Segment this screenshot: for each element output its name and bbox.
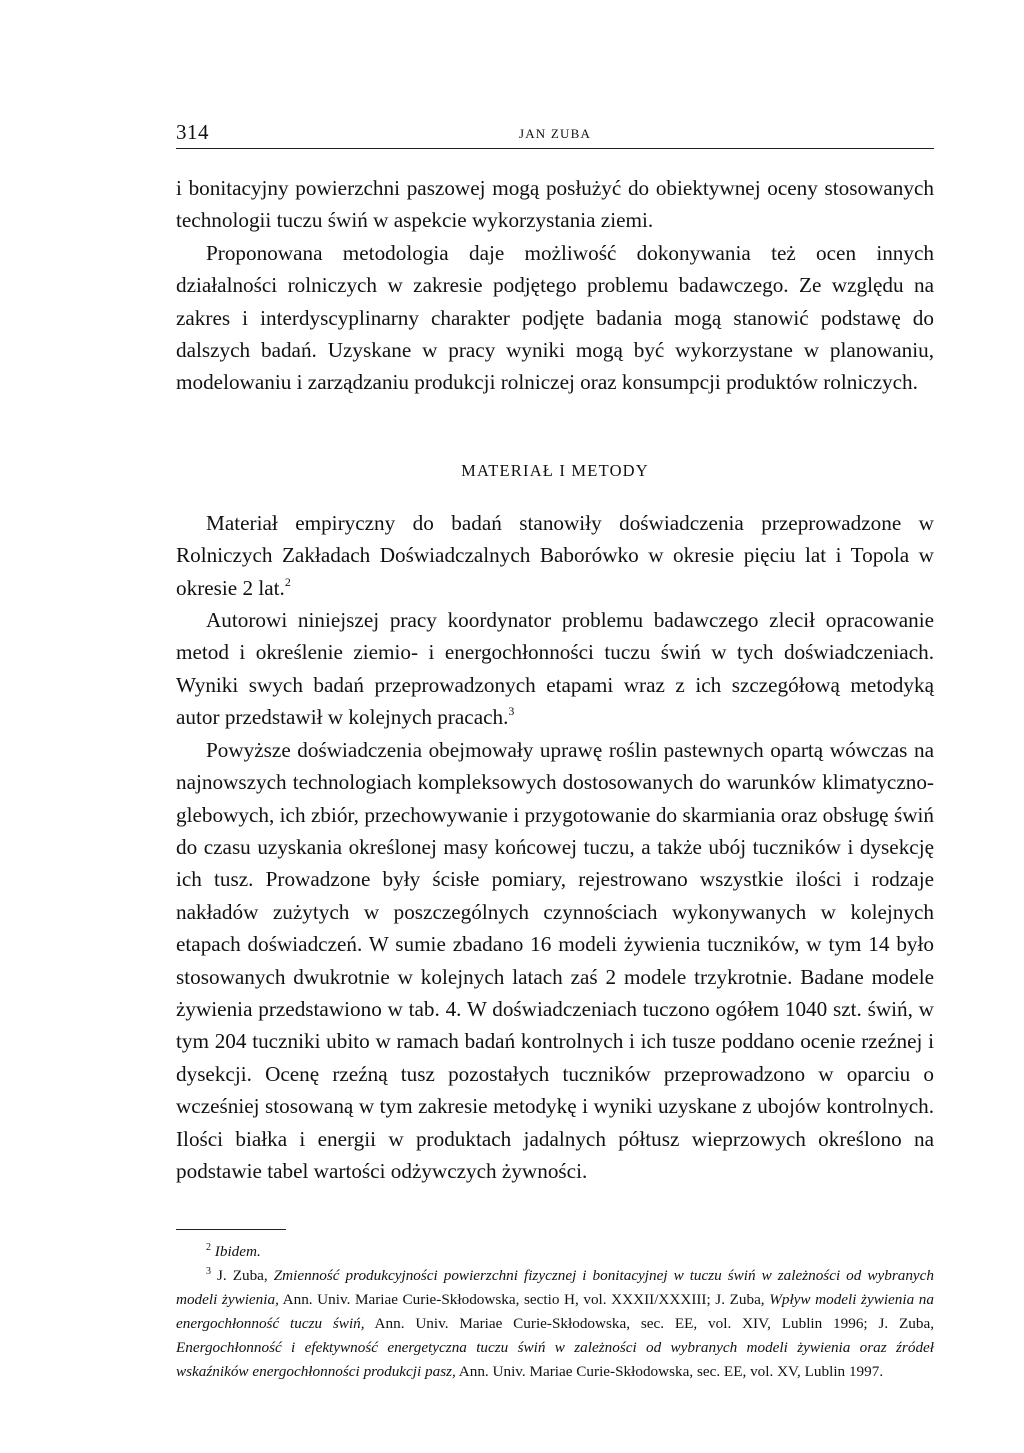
- section-text: [176, 507, 934, 1188]
- footnote-divider: [176, 1229, 286, 1230]
- footnotes: [176, 1240, 934, 1384]
- footnote-2: [176, 1240, 934, 1264]
- paragraph: Proponowana metodologia daje możliwość dokonywania też ocen innych działalności rolniczych w zakresie podjętego problemu badawczego. Ze względu na zakres i interdyscyplinarny charakter podjęte badania mogą stanowić podstawę do dalszych badań. Uzyskane w pracy wyniki mogą być wykorzystane w planowaniu, modelowaniu i zarządzaniu produkcji rolniczej oraz konsumpcji produktów rolniczych.: [176, 240, 934, 395]
- paragraph: [176, 507, 934, 604]
- paragraph-text: Materiał empiryczny do badań stanowiły doświadczenia przeprowadzone w Rolniczych Zakładach Doświadczalnych Baborówko w okresie pięciu lat i Topola w okresie 2 lat.: [176, 510, 934, 600]
- footnote-3: [176, 1264, 934, 1384]
- paragraph: i bonitacyjny powierzchni paszowej mogą posłużyć do obiektywnej oceny stosowanych technologii tuczu świń w aspekcie wykorzystania ziemi.: [176, 176, 934, 233]
- page: [176, 118, 934, 1384]
- intro-text: [176, 172, 934, 399]
- paragraph-text: Autorowi niniejszej pracy koordynator problemu badawczego zlecił opracowanie metod i określenie ziemio- i energochłonności tuczu świń w tych doświadczeniach. Wyniki swych badań przeprowadzonych etapami wraz z ich szczegółową metodyką autor przedstawił w kolejnych pracach.: [176, 608, 934, 730]
- citation-title: Wpływ modeli żywienia na energochłonność tuczu świń,: [176, 1291, 934, 1333]
- footnote-mark: 2: [206, 1242, 211, 1254]
- running-head: [176, 118, 934, 149]
- citation-title: Zmienność produkcyjności powierzchni fizycznej i bonitacyjnej w tuczu świń w zależności od wybranych modeli żywienia,: [176, 1267, 934, 1309]
- paragraph: Powyższe doświadczenia obejmowały uprawę roślin pastewnych opartą wówczas na najnowszych technologiach kompleksowych dostosowanych do warunków klimatyczno-glebowych, ich zbiór, przechowywanie i przygotowanie do skarmiania oraz obsługę świń do czasu uzyskania określonej masy końcowej tuczu, a także ubój tuczników i dysekcję ich tusz. Prowadzone były ścisłe pomiary, rejestrowano wszystkie ilości i rodzaje nakładów zużytych w poszczególnych czynnościach wykonywanych w kolejnych etapach doświadczeń. W sumie zbadano 16 modeli żywienia tuczników, w tym 14 było stosowanych dwukrotnie w kolejnych latach zaś 2 modele trzykrotnie. Badane modele żywienia przedstawiono w tab. 4. W doświadczeniach tuczono ogółem 1040 szt. świń, w tym 204 tuczniki ubito w ramach badań kontrolnych i ich tusze poddano ocenie rzeźnej i dysekcji. Ocenę rzeźną tusz pozostałych tuczników przeprowadzono w oparciu o wcześniej stosowaną w tym zakresie metodykę i wyniki uzyskane z ubojów kontrolnych. Ilości białka i energii w produktach jadalnych półtusz wieprzowych określono na podstawie tabel wartości odżywczych żywności.: [176, 737, 934, 1183]
- footnote-ref: 2: [284, 574, 291, 589]
- footnote-text: Ann. Univ. Mariae Curie-Skłodowska, sec. EE, vol. XV, Lublin 1997.: [455, 1363, 884, 1381]
- paragraph: [176, 604, 934, 734]
- citation-title: Energochłonność i efektywność energetyczna tuczu świń w zależności od wybranych modeli żywienia oraz źródeł wskaźników energochłonności produkcji pasz,: [176, 1339, 934, 1381]
- running-head-author: JAN ZUBA: [518, 126, 592, 141]
- footnote-text: Ibidem.: [214, 1243, 261, 1261]
- page-number: 314: [176, 120, 209, 144]
- footnote-text: Ann. Univ. Mariae Curie-Skłodowska, sectio H, vol. XXXII/XXXIII; J. Zuba,: [278, 1291, 770, 1309]
- footnote-text: Ann. Univ. Mariae Curie-Skłodowska, sec. EE, vol. XIV, Lublin 1996; J. Zuba,: [364, 1315, 935, 1333]
- footnote-ref: 3: [508, 704, 515, 719]
- section-heading: MATERIAŁ I METODY: [461, 460, 649, 480]
- footnote-mark: 3: [206, 1266, 211, 1278]
- footnote-text: J. Zuba,: [217, 1267, 274, 1285]
